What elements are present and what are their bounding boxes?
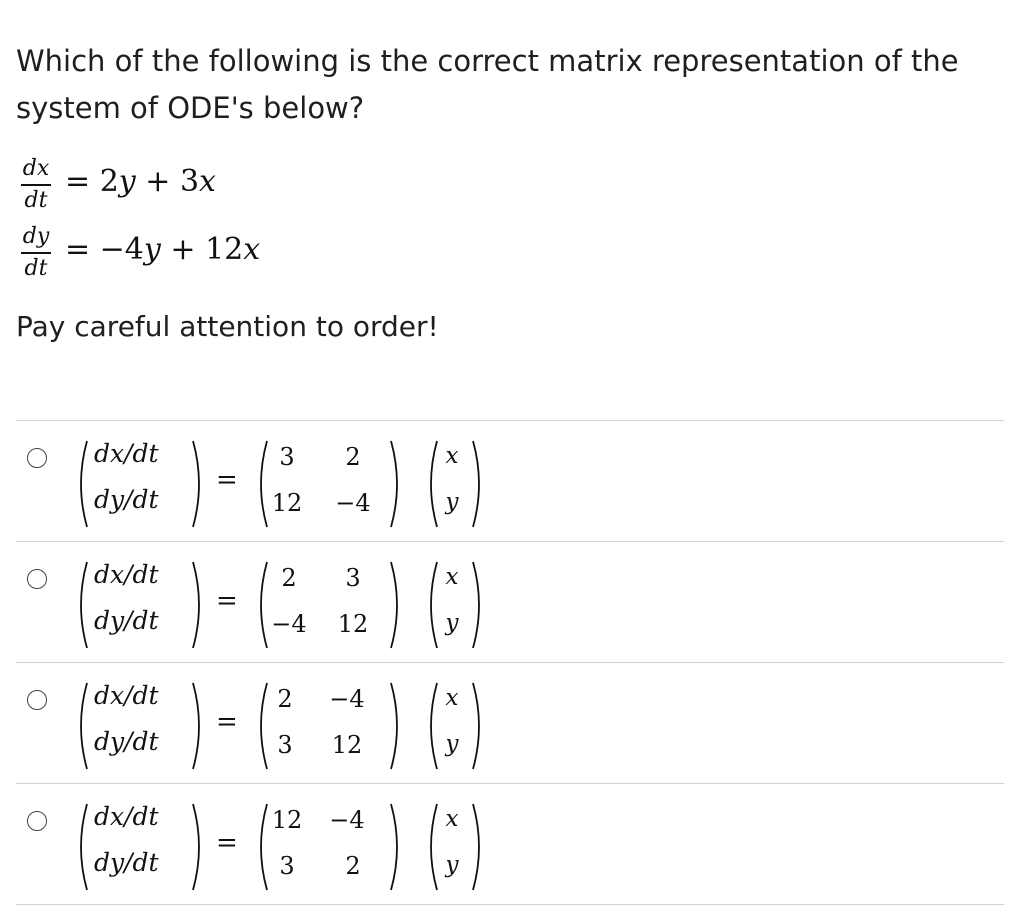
vector-entry: x (445, 443, 459, 469)
equals-sign: = (216, 828, 238, 858)
matrix-entry: −4 (329, 806, 365, 834)
equals-sign: = (216, 707, 238, 737)
lhs-entry: dy/dt (94, 606, 159, 635)
variable: x (243, 232, 261, 267)
left-paren-icon (72, 802, 90, 892)
matrix-entry: 12 (337, 610, 369, 638)
matrix-entry: 12 (271, 806, 303, 834)
vector-entry: x (445, 685, 459, 711)
fraction-numerator: dx (22, 156, 50, 181)
matrix-entry: 3 (277, 731, 293, 759)
equation-rhs (65, 164, 216, 199)
variable: y (118, 164, 136, 199)
equation-rhs (65, 232, 260, 267)
lhs-entry: dx/dt (94, 560, 159, 589)
right-paren-icon (190, 802, 208, 892)
matrix-entry: 3 (279, 443, 295, 471)
radio-button[interactable] (27, 569, 47, 589)
lhs-entry: dx/dt (94, 681, 159, 710)
vector-entry: y (445, 852, 459, 878)
matrix-entry: 3 (345, 564, 361, 592)
matrix-entry: 3 (279, 852, 295, 880)
operator-term: + 3 (135, 164, 200, 199)
right-paren-icon (190, 681, 208, 771)
answer-options (16, 420, 1004, 905)
radio-button[interactable] (27, 448, 47, 468)
operator-term: + 12 (160, 232, 244, 267)
right-paren-icon (470, 439, 488, 529)
answer-option-1[interactable] (16, 420, 1004, 541)
vector-entry: y (445, 610, 459, 636)
variable: y (143, 232, 161, 267)
left-paren-icon (72, 681, 90, 771)
left-paren-icon (72, 439, 90, 529)
fraction-denominator: dt (24, 187, 48, 213)
fraction-dy-dt (18, 224, 54, 282)
vector-entry: y (445, 731, 459, 757)
matrix-entry: 2 (345, 852, 361, 880)
right-paren-icon (190, 560, 208, 650)
fraction-bar (21, 252, 51, 254)
lhs-entry: dy/dt (94, 485, 159, 514)
right-paren-icon (388, 560, 406, 650)
fraction-denominator: dt (24, 255, 48, 281)
right-paren-icon (190, 439, 208, 529)
lhs-entry: dy/dt (94, 848, 159, 877)
matrix-entry: 12 (271, 489, 303, 517)
equals-sign: = (216, 586, 238, 616)
radio-button[interactable] (27, 811, 47, 831)
instruction-note: Pay careful attention to order! (16, 310, 439, 343)
operator-term: = −4 (65, 232, 144, 267)
right-paren-icon (470, 560, 488, 650)
matrix-entry: −4 (271, 610, 307, 638)
right-paren-icon (388, 439, 406, 529)
right-paren-icon (388, 681, 406, 771)
operator-term: 2 (99, 164, 119, 199)
vector-entry: y (445, 489, 459, 515)
operator-term: = (65, 164, 100, 199)
left-paren-icon (72, 560, 90, 650)
fraction-dx-dt (18, 156, 54, 214)
right-paren-icon (470, 802, 488, 892)
matrix-entry: −4 (329, 685, 365, 713)
lhs-entry: dx/dt (94, 439, 159, 468)
right-paren-icon (388, 802, 406, 892)
lhs-entry: dx/dt (94, 802, 159, 831)
vector-entry: x (445, 564, 459, 590)
lhs-entry: dy/dt (94, 727, 159, 756)
answer-option-4[interactable] (16, 783, 1004, 905)
variable: x (199, 164, 216, 199)
answer-option-3[interactable] (16, 662, 1004, 783)
right-paren-icon (470, 681, 488, 771)
fraction-numerator: dy (22, 224, 50, 249)
question-text: Which of the following is the correct matrix representation of the system of ODE's below? (16, 44, 959, 125)
answer-option-2[interactable] (16, 541, 1004, 662)
fraction-bar (21, 184, 51, 186)
equals-sign: = (216, 465, 238, 495)
radio-button[interactable] (27, 690, 47, 710)
matrix-entry: −4 (335, 489, 371, 517)
matrix-entry: 2 (345, 443, 361, 471)
matrix-entry: 2 (277, 685, 293, 713)
matrix-entry: 2 (281, 564, 297, 592)
vector-entry: x (445, 806, 459, 832)
matrix-entry: 12 (331, 731, 363, 759)
